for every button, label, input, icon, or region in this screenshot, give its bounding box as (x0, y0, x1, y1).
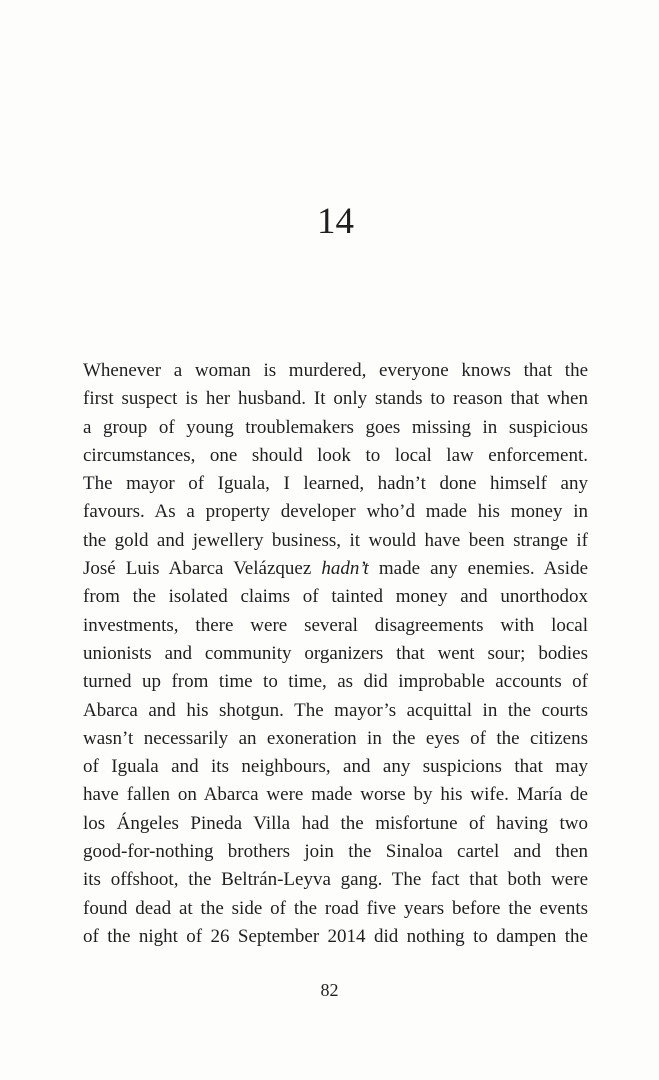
page-number: 82 (320, 980, 339, 1000)
text-segment: from the isolated claims of tainted money and unorthodox (83, 586, 588, 608)
text-segment: Abarca and his shotgun. The mayor’s acquittal in the courts (83, 699, 588, 721)
text-line (83, 753, 588, 781)
text-line (83, 725, 588, 753)
text-line (83, 895, 588, 923)
text-segment: investments, there were several disagreements with local (83, 614, 588, 636)
text-line (83, 555, 588, 583)
text-segment: favours. As a property developer who’d made his money in (83, 501, 588, 523)
text-segment: The mayor of Iguala, I learned, hadn’t done himself any (83, 473, 588, 495)
text-line (83, 668, 588, 696)
text-segment: of the night of 26 September 2014 did nothing to dampen the (83, 925, 588, 947)
text-segment: Whenever a woman is murdered, everyone knows that the (83, 360, 588, 381)
text-segment: José Luis Abarca Velázquez (83, 558, 322, 580)
text-segment: a group of young troublemakers goes missing in suspicious (83, 416, 588, 438)
text-line (83, 612, 588, 640)
text-line (83, 923, 588, 951)
text-line (83, 357, 588, 385)
text-segment: have fallen on Abarca were made worse by his wife. María de (83, 784, 588, 806)
chapter-number: 14 (317, 201, 354, 242)
emphasized-text: hadn’t (321, 558, 369, 580)
text-line (83, 640, 588, 668)
text-line (83, 470, 588, 498)
text-line (83, 697, 588, 725)
text-segment: wasn’t necessarily an exoneration in the eyes of the citizens (83, 727, 588, 749)
text-line (83, 527, 588, 555)
text-segment: first suspect is her husband. It only stands to reason that when (83, 388, 588, 410)
text-segment: turned up from time to time, as did improbable accounts of (83, 671, 588, 693)
text-line (83, 838, 588, 866)
text-line (83, 810, 588, 838)
text-segment: made any enemies. Aside (368, 558, 588, 580)
text-segment: its offshoot, the Beltrán-Leyva gang. The fact that both were (83, 869, 588, 891)
text-line (83, 866, 588, 894)
text-segment: unionists and community organizers that went sour; bodies (83, 642, 588, 664)
text-segment: of Iguala and its neighbours, and any suspicions that may (83, 756, 588, 778)
text-segment: found dead at the side of the road five years before the events (83, 897, 588, 919)
text-line (83, 414, 588, 442)
body-paragraph (83, 357, 588, 951)
text-line (83, 583, 588, 611)
text-segment: circumstances, one should look to local law enforcement. (83, 444, 588, 466)
text-segment: good-for-nothing brothers join the Sinaloa cartel and then (83, 841, 588, 863)
text-line (83, 385, 588, 413)
text-segment: the gold and jewellery business, it would have been strange if (83, 529, 588, 551)
text-line (83, 442, 588, 470)
text-line (83, 498, 588, 526)
text-segment: los Ángeles Pineda Villa had the misfortune of having two (83, 812, 588, 834)
text-line (83, 781, 588, 809)
